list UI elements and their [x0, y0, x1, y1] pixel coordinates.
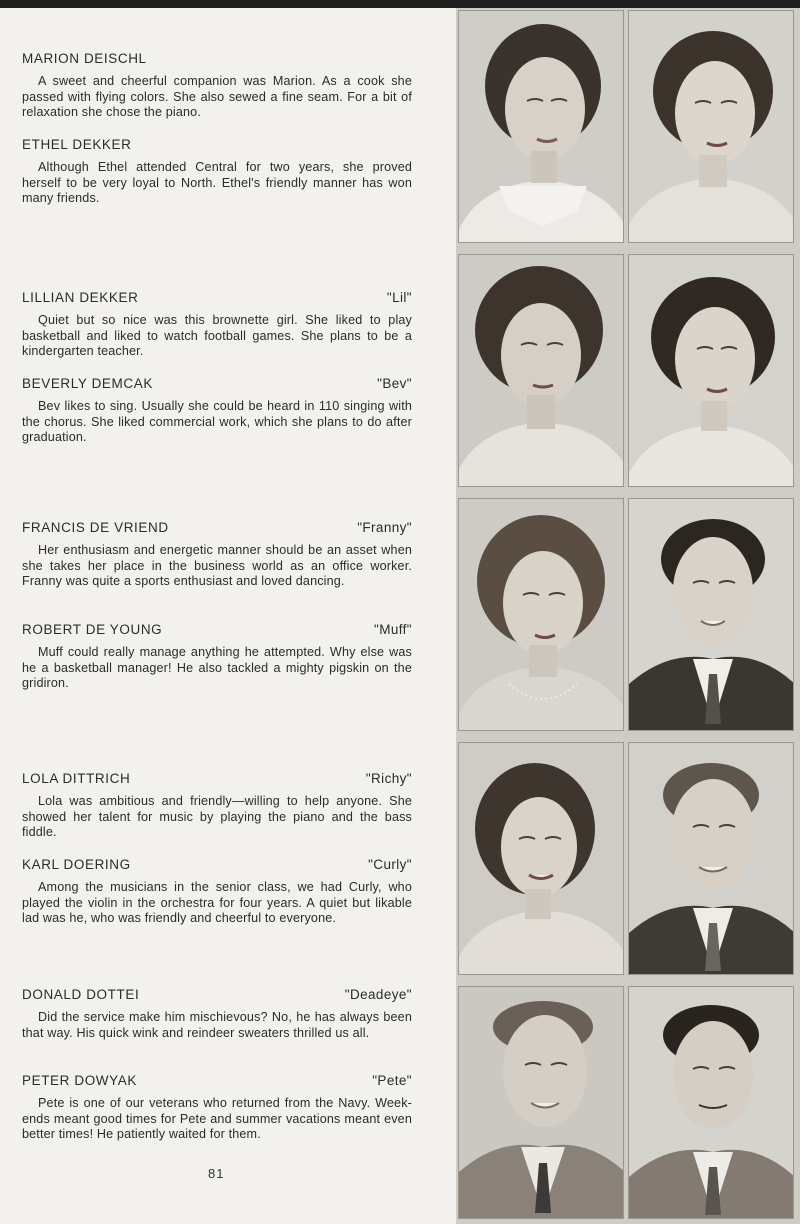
senior-entry [22, 856, 412, 927]
student-name: ETHEL DEKKER [22, 137, 132, 152]
senior-entry [22, 986, 412, 1041]
senior-entry [22, 375, 412, 446]
senior-entry [22, 289, 412, 360]
senior-entry [22, 621, 412, 692]
student-name: FRANCIS DE VRIEND [22, 520, 169, 535]
senior-entry [22, 770, 412, 841]
top-edge [0, 0, 800, 8]
student-nickname: "Muff" [374, 622, 412, 637]
portrait-photo [458, 986, 624, 1219]
student-name: MARION DEISCHL [22, 51, 147, 66]
portrait-grid [456, 8, 800, 1224]
portrait-photo [628, 254, 794, 487]
student-bio: A sweet and cheerful companion was Marion. As a cook she passed with flying colors. She also sewed a fine seam. For a bit of relaxation she chose the piano. [22, 74, 412, 120]
student-name: ROBERT DE YOUNG [22, 622, 163, 637]
student-name: PETER DOWYAK [22, 1073, 137, 1088]
portrait-photo [458, 254, 624, 487]
portrait-photo [458, 10, 624, 243]
student-bio: Bev likes to sing. Usually she could be heard in 110 singing with the chorus. She liked commercial work, which she plans to do after graduation. [22, 399, 412, 445]
student-bio: Although Ethel attended Central for two years, she proved herself to be very loyal to North. Ethel's friendly manner has won many friends. [22, 160, 412, 206]
senior-entry [22, 519, 412, 590]
student-nickname: "Bev" [377, 376, 412, 391]
portrait-photo [628, 742, 794, 975]
yearbook-page [0, 8, 800, 1224]
student-name: DONALD DOTTEI [22, 987, 140, 1002]
senior-entry [22, 50, 412, 121]
portrait-photo [628, 498, 794, 731]
student-nickname: "Pete" [372, 1073, 412, 1088]
student-nickname: "Curly" [368, 857, 412, 872]
portrait-photo [628, 986, 794, 1219]
student-name: LILLIAN DEKKER [22, 290, 139, 305]
student-nickname: "Lil" [386, 290, 412, 305]
student-name: LOLA DITTRICH [22, 771, 131, 786]
student-nickname: "Franny" [357, 520, 412, 535]
student-bio: Quiet but so nice was this brownette girl. She liked to play basketball and liked to watch football games. She plans to be a kindergarten teacher. [22, 313, 412, 359]
student-bio: Lola was ambitious and friendly—willing to help anyone. She showed her talent for music by playing the piano and the bass fiddle. [22, 794, 412, 840]
student-nickname: "Richy" [365, 771, 412, 786]
senior-entry [22, 1072, 412, 1143]
student-bio: Muff could really manage anything he attempted. Why else was he a basketball manager! He also tackled a mighty pigskin on the gridiron. [22, 645, 412, 691]
senior-entry [22, 136, 412, 207]
student-name: BEVERLY DEMCAK [22, 376, 153, 391]
student-bio: Did the service make him mischievous? No, he has always been that way. His quick wink and reindeer sweaters thrilled us all. [22, 1010, 412, 1040]
portrait-photo [628, 10, 794, 243]
student-bio: Among the musicians in the senior class, we had Curly, who played the violin in the orchestra for four years. A quiet but likable lad was he, who was friendly and cheerful to everyone. [22, 880, 412, 926]
student-name: KARL DOERING [22, 857, 131, 872]
portrait-photo [458, 498, 624, 731]
student-bio: Pete is one of our veterans who returned from the Navy. Week-ends meant good times for Pete and summer vacations meant even better times! He patiently waited for them. [22, 1096, 412, 1142]
student-bio: Her enthusiasm and energetic manner should be an asset when she takes her place in the business world as an office worker. Franny was quite a sports enthusiast and loved dancing. [22, 543, 412, 589]
student-nickname: "Deadeye" [344, 987, 412, 1002]
page-number: 81 [208, 1166, 225, 1181]
portrait-photo [458, 742, 624, 975]
